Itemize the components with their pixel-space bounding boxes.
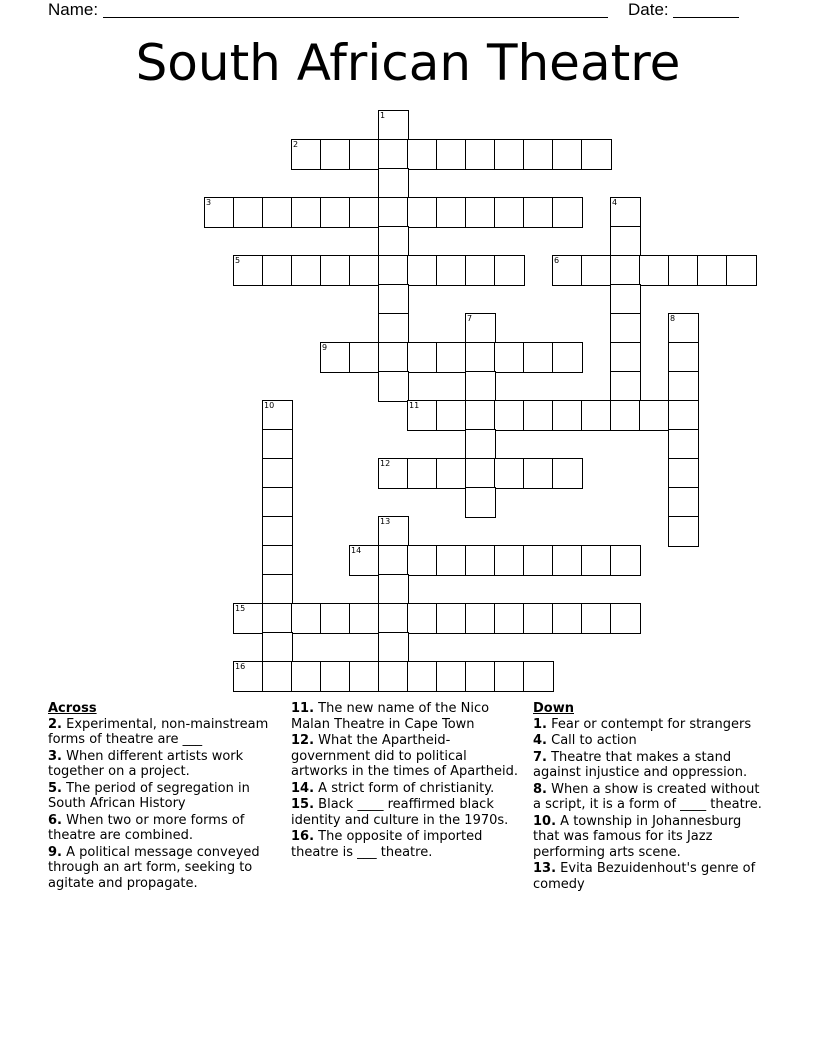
down-heading: Down [533, 701, 574, 716]
grid-cell[interactable] [552, 197, 583, 228]
clue-item [291, 781, 523, 797]
clue-item [48, 749, 273, 780]
clue-item-number: 9. [48, 844, 62, 860]
grid-cell[interactable] [494, 139, 525, 170]
grid-cell[interactable] [349, 197, 380, 228]
clue-item [291, 733, 523, 780]
grid-cell[interactable] [378, 574, 409, 605]
clue-item-text: The period of segregation in South African History [48, 780, 250, 811]
grid-cell[interactable] [378, 632, 409, 663]
grid-cell[interactable] [378, 661, 409, 692]
grid-cell[interactable] [378, 603, 409, 634]
grid-cell[interactable] [262, 661, 293, 692]
grid-cell[interactable] [378, 545, 409, 576]
grid-cell[interactable] [465, 429, 496, 460]
grid-cell[interactable] [262, 197, 293, 228]
clue-number: 12 [380, 459, 391, 468]
clue-item-text: Black ____ reaffirmed black identity and culture in the 1970s. [291, 797, 509, 828]
grid-cell[interactable] [262, 603, 293, 634]
grid-cell[interactable] [378, 255, 409, 286]
clue-item [291, 797, 523, 828]
grid-cell[interactable] [668, 516, 699, 547]
grid-cell[interactable] [523, 661, 554, 692]
clue-number: 13 [380, 517, 391, 526]
grid-cell[interactable] [668, 255, 699, 286]
clue-item [533, 717, 769, 733]
grid-cell[interactable] [436, 400, 467, 431]
grid-cell[interactable] [552, 255, 583, 286]
grid-cell[interactable] [320, 661, 351, 692]
clue-number: 1 [380, 111, 386, 120]
grid-cell[interactable] [262, 400, 293, 431]
grid-cell[interactable] [581, 603, 612, 634]
clue-item [533, 861, 769, 892]
clue-item-number: 13. [533, 861, 557, 876]
grid-cell[interactable] [668, 400, 699, 431]
grid-cell[interactable] [291, 139, 322, 170]
clue-item-number: 6. [48, 812, 62, 828]
grid-cell[interactable] [494, 458, 525, 489]
down-clue-list [533, 717, 769, 893]
clue-item-number: 11. [291, 701, 315, 716]
grid-cell[interactable] [581, 139, 612, 170]
grid-cell[interactable] [494, 603, 525, 634]
grid-cell[interactable] [349, 661, 380, 692]
grid-cell[interactable] [668, 342, 699, 373]
clue-item-text: A township in Johannesburg that was famous for its Jazz performing arts scene. [533, 813, 742, 860]
clue-number: 16 [235, 662, 246, 671]
grid-cell[interactable] [349, 139, 380, 170]
clue-item [533, 782, 769, 813]
grid-cell[interactable] [465, 487, 496, 518]
page-title: South African Theatre [135, 34, 681, 92]
grid-cell[interactable] [668, 371, 699, 402]
across-clue-list [48, 717, 273, 892]
grid-cell[interactable] [262, 516, 293, 547]
grid-cell[interactable] [349, 342, 380, 373]
grid-cell[interactable] [436, 139, 467, 170]
clue-number: 10 [264, 401, 275, 410]
grid-cell[interactable] [378, 110, 409, 141]
grid-cell[interactable] [552, 458, 583, 489]
grid-cell[interactable] [465, 197, 496, 228]
clue-item-number: 10. [533, 813, 557, 829]
grid-cell[interactable] [320, 255, 351, 286]
clue-item [533, 814, 769, 861]
clue-number: 7 [467, 314, 473, 323]
grid-cell[interactable] [610, 197, 641, 228]
grid-cell[interactable] [378, 197, 409, 228]
clue-item-number: 1. [533, 716, 547, 732]
grid-cell[interactable] [407, 545, 438, 576]
grid-cell[interactable] [407, 661, 438, 692]
clue-item-text: What the Apartheid-government did to political artworks in the times of Apartheid. [291, 733, 518, 779]
grid-cell[interactable] [262, 545, 293, 576]
grid-cell[interactable] [378, 284, 409, 315]
grid-cell[interactable] [581, 255, 612, 286]
grid-cell[interactable] [378, 139, 409, 170]
grid-cell[interactable] [378, 516, 409, 547]
grid-cell[interactable] [407, 458, 438, 489]
grid-cell[interactable] [552, 400, 583, 431]
grid-cell[interactable] [320, 342, 351, 373]
grid-cell[interactable] [407, 197, 438, 228]
grid-cell[interactable] [610, 400, 641, 431]
grid-cell[interactable] [610, 603, 641, 634]
grid-cell[interactable] [523, 342, 554, 373]
clue-item [291, 701, 523, 732]
grid-cell[interactable] [668, 487, 699, 518]
grid-cell[interactable] [494, 197, 525, 228]
grid-cell[interactable] [581, 545, 612, 576]
grid-cell[interactable] [465, 545, 496, 576]
clue-item-text: Experimental, non-mainstream forms of theatre are ___ [48, 716, 269, 747]
grid-cell[interactable] [378, 371, 409, 402]
grid-cell[interactable] [233, 603, 264, 634]
clue-item-text: A political message conveyed through an art form, seeking to agitate and propagate. [48, 844, 260, 891]
grid-cell[interactable] [233, 197, 264, 228]
across-clues-column-1 [48, 701, 273, 892]
grid-cell[interactable] [436, 661, 467, 692]
grid-cell[interactable] [465, 458, 496, 489]
grid-cell[interactable] [552, 139, 583, 170]
clue-item-number: 2. [48, 716, 62, 732]
clue-number: 9 [322, 343, 328, 352]
grid-cell[interactable] [494, 400, 525, 431]
grid-cell[interactable] [610, 313, 641, 344]
grid-cell[interactable] [523, 603, 554, 634]
clue-item-number: 5. [48, 780, 62, 796]
clue-item-number: 14. [291, 780, 315, 796]
grid-cell[interactable] [436, 458, 467, 489]
clue-item-text: Evita Bezuidenhout's genre of comedy [533, 861, 756, 892]
grid-cell[interactable] [407, 342, 438, 373]
grid-cell[interactable] [668, 313, 699, 344]
grid-cell[interactable] [407, 603, 438, 634]
clue-item-number: 16. [291, 829, 315, 844]
grid-cell[interactable] [465, 661, 496, 692]
clue-number: 4 [612, 198, 618, 207]
across-clue-list-continued [291, 701, 523, 860]
grid-cell[interactable] [262, 487, 293, 518]
grid-cell[interactable] [436, 342, 467, 373]
clue-number: 3 [206, 198, 212, 207]
clue-number: 5 [235, 256, 241, 265]
clue-item [48, 781, 273, 812]
grid-cell[interactable] [262, 429, 293, 460]
clue-number: 2 [293, 140, 299, 149]
clue-item-text: A strict form of christianity. [314, 780, 495, 796]
grid-cell[interactable] [378, 342, 409, 373]
clue-number: 14 [351, 546, 362, 555]
clue-number: 15 [235, 604, 246, 613]
down-clues-column [533, 701, 769, 893]
clue-item [291, 829, 523, 860]
grid-cell[interactable] [349, 255, 380, 286]
clue-item [48, 813, 273, 844]
clue-item-text: Call to action [546, 733, 637, 748]
grid-cell[interactable] [436, 545, 467, 576]
grid-cell[interactable] [668, 429, 699, 460]
grid-cell[interactable] [523, 400, 554, 431]
grid-cell[interactable] [465, 603, 496, 634]
grid-cell[interactable] [262, 574, 293, 605]
clue-item-text: Theatre that makes a stand against injustice and oppression. [533, 749, 748, 780]
grid-cell[interactable] [320, 603, 351, 634]
grid-cell[interactable] [320, 197, 351, 228]
grid-cell[interactable] [552, 545, 583, 576]
clue-number: 8 [670, 314, 676, 323]
grid-cell[interactable] [291, 197, 322, 228]
grid-cell[interactable] [291, 255, 322, 286]
grid-cell[interactable] [378, 226, 409, 257]
grid-cell[interactable] [494, 545, 525, 576]
grid-cell[interactable] [465, 313, 496, 344]
grid-cell[interactable] [465, 371, 496, 402]
grid-cell[interactable] [639, 255, 670, 286]
grid-cell[interactable] [233, 661, 264, 692]
grid-cell[interactable] [726, 255, 757, 286]
grid-cell[interactable] [523, 139, 554, 170]
grid-cell[interactable] [610, 371, 641, 402]
grid-cell[interactable] [291, 661, 322, 692]
grid-cell[interactable] [378, 313, 409, 344]
clue-item [533, 750, 769, 781]
date-label: Date: [628, 0, 669, 19]
grid-cell[interactable] [233, 255, 264, 286]
grid-cell[interactable] [436, 255, 467, 286]
grid-cell[interactable] [378, 458, 409, 489]
grid-cell[interactable] [204, 197, 235, 228]
grid-cell[interactable] [552, 342, 583, 373]
grid-cell[interactable] [610, 342, 641, 373]
clue-item [48, 845, 273, 892]
grid-cell[interactable] [349, 545, 380, 576]
grid-cell[interactable] [639, 400, 670, 431]
clue-item-number: 4. [533, 733, 547, 748]
grid-cell[interactable] [523, 545, 554, 576]
grid-cell[interactable] [262, 632, 293, 663]
grid-cell[interactable] [407, 255, 438, 286]
grid-cell[interactable] [465, 139, 496, 170]
grid-cell[interactable] [668, 458, 699, 489]
clue-item-text: When a show is created without a script, it is a form of ____ theatre. [533, 781, 762, 812]
clue-item [533, 733, 769, 749]
grid-cell[interactable] [262, 458, 293, 489]
grid-cell[interactable] [262, 255, 293, 286]
grid-cell[interactable] [610, 284, 641, 315]
grid-cell[interactable] [465, 400, 496, 431]
grid-cell[interactable] [407, 139, 438, 170]
grid-cell[interactable] [436, 603, 467, 634]
grid-cell[interactable] [465, 255, 496, 286]
clue-item-number: 12. [291, 733, 315, 748]
grid-cell[interactable] [349, 603, 380, 634]
clue-item-text: When two or more forms of theatre are combined. [48, 812, 245, 843]
clue-number: 6 [554, 256, 560, 265]
grid-cell[interactable] [523, 458, 554, 489]
grid-cell[interactable] [320, 139, 351, 170]
grid-cell[interactable] [494, 661, 525, 692]
grid-cell[interactable] [581, 400, 612, 431]
clue-item [48, 717, 273, 748]
grid-cell[interactable] [523, 197, 554, 228]
grid-cell[interactable] [465, 342, 496, 373]
across-clues-column-2 [291, 701, 523, 861]
clue-item-text: When different artists work together on a project. [48, 748, 244, 779]
clue-item-number: 7. [533, 749, 547, 765]
grid-cell[interactable] [494, 255, 525, 286]
grid-cell[interactable] [697, 255, 728, 286]
clue-number: 11 [409, 401, 420, 410]
name-label: Name: [48, 0, 99, 19]
clue-item-number: 15. [291, 797, 315, 812]
clue-item-text: The new name of the Nico Malan Theatre in Cape Town [291, 701, 490, 732]
grid-cell[interactable] [436, 197, 467, 228]
grid-cell[interactable] [610, 545, 641, 576]
grid-cell[interactable] [610, 226, 641, 257]
clue-item-text: Fear or contempt for strangers [546, 716, 752, 732]
grid-cell[interactable] [552, 603, 583, 634]
grid-cell[interactable] [291, 603, 322, 634]
clue-item-number: 8. [533, 781, 547, 797]
grid-cell[interactable] [494, 342, 525, 373]
grid-cell[interactable] [378, 168, 409, 199]
clue-item-text: The opposite of imported theatre is ___ theatre. [291, 829, 483, 860]
grid-cell[interactable] [407, 400, 438, 431]
across-heading: Across [48, 701, 97, 716]
grid-cell[interactable] [610, 255, 641, 286]
clue-item-number: 3. [48, 748, 62, 764]
